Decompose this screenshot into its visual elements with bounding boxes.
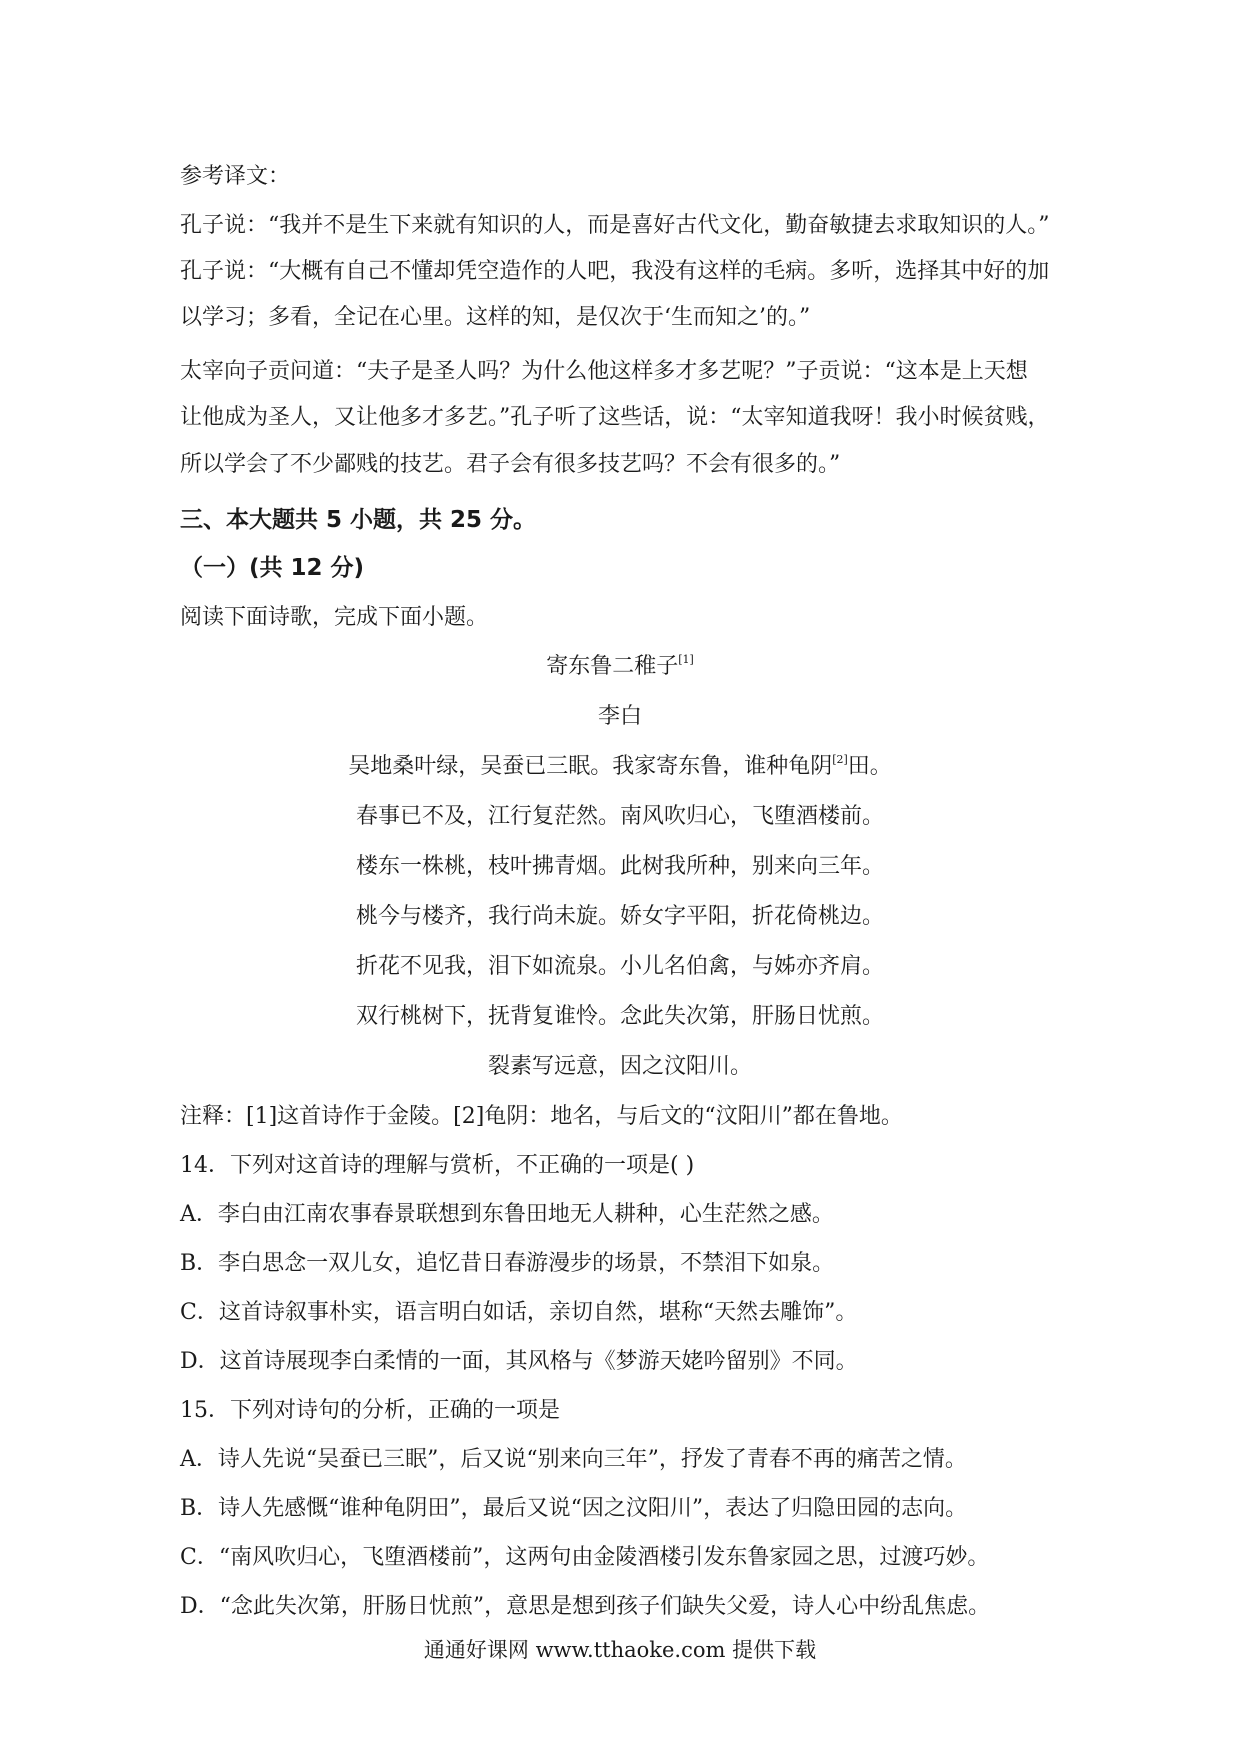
poem-line: 春事已不及，江行复茫然。南风吹归心，飞堕酒楼前。	[355, 804, 884, 829]
poem-author: 李白	[597, 704, 642, 729]
question-15-option-c: C．“南风吹归心，飞堕酒楼前”，这两句由金陵酒楼引发东鲁家园之思，过渡巧妙。	[180, 1545, 990, 1570]
poem-notes: 注释：[1]这首诗作于金陵。[2]龟阴：地名，与后文的“汶阳川”都在鲁地。	[180, 1104, 903, 1129]
poem-line-text: 田。	[847, 754, 892, 779]
page-footer: 通通好课网 www.tthaoke.com 提供下载	[423, 1638, 817, 1662]
question-14-option-a: A．李白由江南农事春景联想到东鲁田地无人耕种，心生茫然之感。	[180, 1202, 834, 1227]
question-14-stem: 14．下列对这首诗的理解与赏析，不正确的一项是( )	[180, 1153, 695, 1178]
question-14-option-c: C．这首诗叙事朴实，语言明白如话，亲切自然，堪称“天然去雕饰”。	[180, 1300, 858, 1325]
translation-line: 以学习；多看，全记在心里。这样的知，是仅次于‘生而知之’的。”	[180, 305, 811, 330]
poem-title-text: 寄东鲁二稚子	[546, 654, 679, 679]
question-15-option-d: D．“念此失次第，肝肠日忧煎”，意思是想到孩子们缺失父爱，诗人心中纷乱焦虑。	[180, 1594, 991, 1619]
translation-line: 孔子说：“大概有自己不懂却凭空造作的人吧，我没有这样的毛病。多听，选择其中好的加	[180, 259, 1050, 284]
translation-line: 孔子说：“我并不是生下来就有知识的人，而是喜好古代文化，勤奋敏捷去求取知识的人。”	[180, 213, 1050, 238]
poem-line: 桃今与楼齐，我行尚未旋。娇女字平阳，折花倚桃边。	[355, 904, 884, 929]
translation-line: 让他成为圣人，又让他多才多艺。”孔子听了这些话，说：“太宰知道我呀！我小时候贫贱，	[180, 405, 1050, 430]
question-14-option-d: D．这首诗展现李白柔情的一面，其风格与《梦游天姥吟留别》不同。	[180, 1349, 858, 1374]
translation-line: 所以学会了不少鄙贱的技艺。君子会有很多技艺吗？不会有很多的。”	[180, 452, 841, 477]
question-15-option-a: A．诗人先说“吴蚕已三眠”，后又说“别来向三年”，抒发了青春不再的痛苦之情。	[180, 1447, 967, 1472]
poem-line-text: 吴地桑叶绿，吴蚕已三眠。我家寄东鲁，谁种龟阴	[348, 754, 833, 779]
poem-line: 折花不见我，泪下如流泉。小儿名伯禽，与姊亦齐肩。	[355, 954, 884, 979]
translation-heading: 参考译文：	[180, 164, 291, 189]
question-14-option-b: B．李白思念一双儿女，追忆昔日春游漫步的场景，不禁泪下如泉。	[180, 1251, 835, 1276]
translation-line: 太宰向子贡问道：“夫子是圣人吗？为什么他这样多才多艺呢？”子贡说：“这本是上天想	[180, 359, 1028, 384]
section-subtitle: （一）(共 12 分)	[180, 555, 365, 581]
question-15-stem: 15．下列对诗句的分析，正确的一项是	[180, 1398, 560, 1423]
poem-title-note: [1]	[678, 653, 694, 666]
section-title: 三、本大题共 5 小题，共 25 分。	[180, 507, 537, 533]
poem-line-note: [2]	[832, 753, 848, 766]
poem-line: 双行桃树下，抚背复谁怜。念此失次第，肝肠日忧煎。	[355, 1004, 884, 1029]
poem-line: 裂素写远意，因之汶阳川。	[487, 1054, 752, 1079]
poem-line: 楼东一株桃，枝叶拂青烟。此树我所种，别来向三年。	[355, 854, 884, 879]
reading-instruction: 阅读下面诗歌，完成下面小题。	[180, 605, 489, 630]
poem-line	[0, 752, 1240, 782]
question-15-option-b: B．诗人先感慨“谁种龟阴田”，最后又说“因之汶阳川”，表达了归隐田园的志向。	[180, 1496, 968, 1521]
poem-title	[0, 652, 1240, 682]
